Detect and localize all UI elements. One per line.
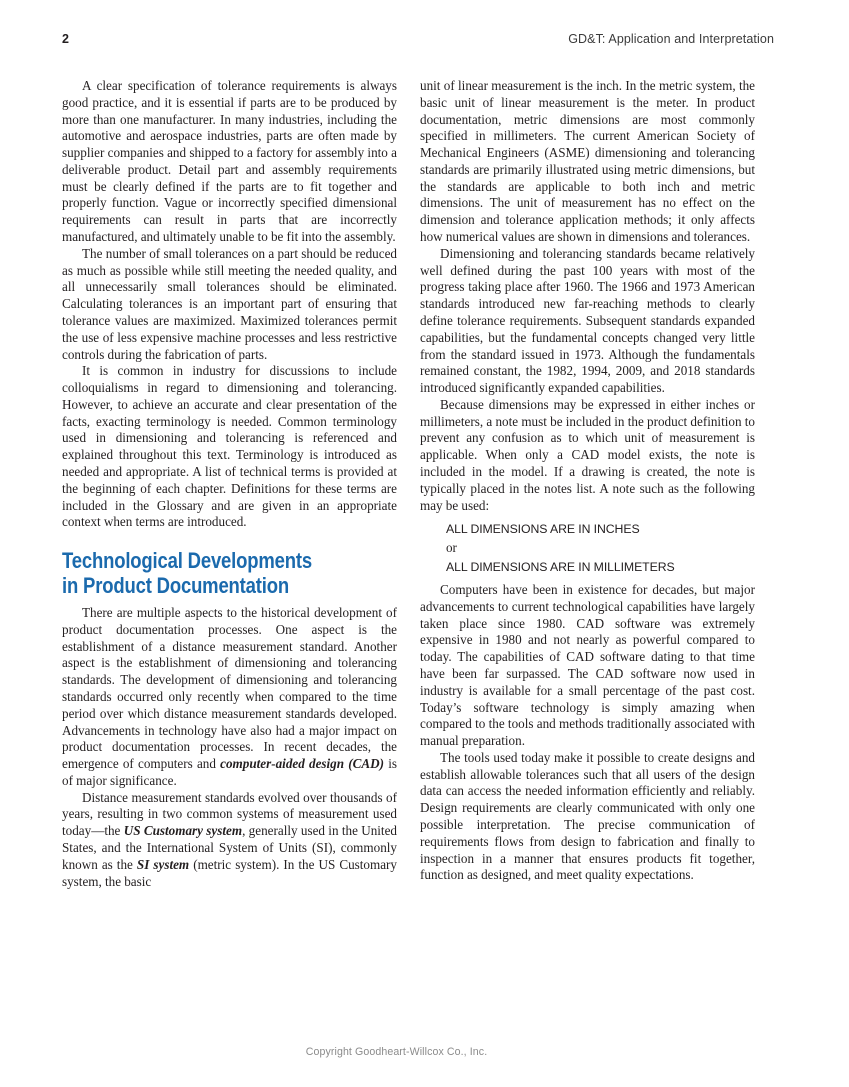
paragraph: It is common in industry for discussions to include colloquialisms in regard to dimensioning and tolerancing. However, to achieve an accurate and clear presentation of the facts, exacting terminology is needed. Common terminology used in dimensioning and tolerancing is referenced and explained throughout this text. Terminology is introduced as needed and appropriate. A list of technical terms is provided at the beginning of each chapter. Definitions for these terms are included in the Glossary and are given in an appropriate context when terms are introduced.	[62, 363, 397, 530]
section-heading	[62, 548, 397, 598]
page-number: 2	[62, 32, 69, 46]
emphasis-term: SI system	[136, 856, 190, 872]
paragraph: The tools used today make it possible to create designs and establish allowable tolerances such that all users of the design data can access the needed information efficiently and reliably. Design requirements are clearly communicated with only one possible interpretation. The precise communication of requirements flows from design to fabrication and finally to inspection in a manner that ensures products fit together, function as designed, and meet quality expectations.	[420, 749, 755, 883]
note-line-millimeters: ALL DIMENSIONS ARE IN MILLIMETERS	[446, 559, 675, 574]
running-head-title: GD&T: Application and Interpretation	[568, 32, 774, 46]
note-line-or: or	[446, 539, 457, 555]
emphasis-term: US Customary system	[123, 823, 243, 839]
paragraph	[62, 790, 397, 891]
running-head	[62, 32, 774, 52]
paragraph: Computers have been in existence for decades, but major advancements to current technological capabilities have largely taken place since 1980. CAD software was extremely expensive in 1980 and not nearly as powerful compared to today. The capabilities of CAD software dating to that time have been far surpassed. The CAD software now used in industry is available for a small percentage of the past cost. Today’s software technology is simply amazing when compared to the tools and methods traditionally associated with manual preparation.	[420, 582, 755, 749]
paragraph-text: Distance measurement standards evolved over thousands of years, resulting in two common systems of measurement used today—the	[62, 789, 397, 839]
note-extract	[420, 520, 755, 576]
paragraph: The number of small tolerances on a part should be reduced as much as possible while still meeting the needed quality, and all unnecessarily small tolerances should be eliminated. Calculating tolerances is an important part of ensuring that tolerance values are maximized. Maximized tolerances permit the use of less expensive machine processes and less restrictive controls during the fabrication of parts.	[62, 245, 397, 362]
note-line-inches: ALL DIMENSIONS ARE IN INCHES	[446, 522, 640, 537]
section-heading-line-1: Technological Developments	[62, 548, 312, 574]
right-column	[420, 78, 755, 1028]
paragraph: Because dimensions may be expressed in either inches or millimeters, a note must be included in the product definition to prevent any confusion as to which unit of measurement is applicable. When only a CAD model exists, the note is included in the model. If a drawing is created, the note is typically placed in the notes list. A note such as the following may be used:	[420, 396, 755, 513]
paragraph: A clear specification of tolerance requirements is always good practice, and it is essential if parts are to be produced by more than one manufacturer. In many industries, including the automotive and aerospace industries, parts are often made by supplier companies and shipped to a factory for assembly into a deliverable product. Detail part and assembly requirements must be clearly defined if the parts are to fit together and properly function. Vague or incorrectly specified dimensional requirements can result in parts that are incorrectly manufactured, and ultimately unable to be fit into the assembly.	[62, 78, 397, 245]
paragraph-text-tail: (metric system). In the US Customary system, the basic	[62, 856, 398, 889]
paragraph	[62, 605, 397, 790]
paragraph: Dimensioning and tolerancing standards became relatively well defined during the past 100 years with most of the progress taking place after 1960. The 1966 and 1973 American standards introduced new far-reaching methods to clearly define tolerance requirements. Subsequent standards expanded capabilities, but the fundamental concepts changed very little from the standard issued in 1973. Although the fundamentals remained constant, the 1982, 1994, 2009, and 2018 standards introduced significantly expanded capabilities.	[420, 245, 755, 396]
copyright-notice: Copyright Goodheart-Willcox Co., Inc.	[305, 1046, 488, 1058]
paragraph-text-tail: is of major significance.	[62, 756, 398, 788]
two-column-body	[62, 78, 774, 1028]
left-column	[62, 78, 397, 1028]
emphasis-term: computer-aided design (CAD)	[220, 756, 385, 772]
paragraph-text: There are multiple aspects to the historical development of product documentation processes. One aspect is the establishment of a distance measurement standard. Another aspect is the establishment of dimensioning and tolerancing standards. The development of dimensioning and tolerancing standards occurred only recently when compared to the time period over which distance measurement standards developed. Advancements in technology have also had a major impact on product documentation processes. In recent decades, the emergence of computers and	[62, 605, 397, 772]
section-heading-line-2: in Product Documentation	[62, 573, 289, 599]
page-footer	[0, 1042, 849, 1060]
paragraph-text: , generally used in the United States, and the International System of Units (SI), commonly known as the	[62, 823, 397, 872]
paragraph-continued: unit of linear measurement is the inch. In the metric system, the basic unit of linear measurement is the meter. In product documentation, metric dimensions are most commonly specified in millimeters. The current American Society of Mechanical Engineers (ASME) dimensioning and tolerancing standards are primarily illustrated using metric dimensions, but the standards are applicable to both inch and metric dimensions. The unit of measurement has no effect on the dimension and tolerance application methods; it only affects how numerical values are shown in dimensions and tolerances.	[420, 78, 755, 245]
